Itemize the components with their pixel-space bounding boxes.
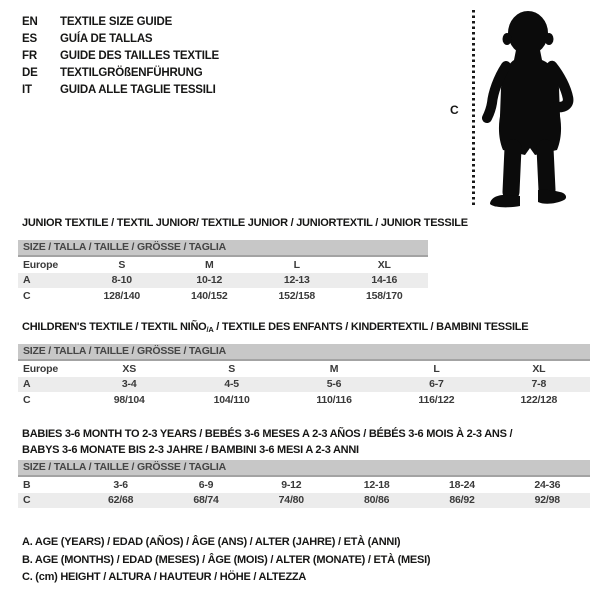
toddler-silhouette-icon	[480, 8, 578, 210]
size-cell: XL	[377, 258, 391, 271]
language-title-list	[22, 14, 219, 99]
lang-title: GUÍA DE TALLAS	[60, 33, 153, 45]
table-row-height	[18, 288, 428, 304]
children-section-heading	[22, 321, 528, 334]
age-cell: 5-6	[326, 378, 342, 391]
table-row-europe	[18, 257, 428, 273]
height-cell: 128/140	[103, 289, 141, 302]
size-cell: XL	[532, 362, 546, 375]
lang-row-en	[22, 14, 219, 31]
size-header-bar: SIZE / TALLA / TAILLE / GRÖSSE / TAGLIA	[18, 460, 590, 477]
babies-size-table	[18, 460, 590, 508]
height-cell: 152/158	[278, 289, 316, 302]
height-cell: 86/92	[449, 494, 475, 507]
children-size-table	[18, 344, 590, 408]
size-cell: S	[118, 258, 126, 271]
height-cell: 116/122	[418, 393, 455, 406]
table-row-height	[18, 493, 590, 509]
babies-heading-line2: BABYS 3-6 MONATE BIS 2-3 JAHRE / BAMBINI 3-6 MESI A 2-3 ANNI	[22, 444, 359, 456]
children-heading-post: / TEXTILE DES ENFANTS / KINDERTEXTIL / BAMBINI TESSILE	[213, 321, 529, 333]
age-cell: 10-12	[196, 274, 223, 287]
row-label: A	[23, 274, 31, 287]
lang-row-de	[22, 65, 219, 82]
lang-code: ES	[22, 33, 37, 45]
children-heading-subscript: /A	[206, 325, 214, 334]
height-cell: 74/80	[278, 494, 304, 507]
lang-row-es	[22, 31, 219, 48]
months-cell: 9-12	[281, 478, 302, 491]
height-cell: 158/170	[365, 289, 403, 302]
table-row-age	[18, 377, 590, 393]
measurement-legend	[22, 534, 430, 587]
row-label: C	[23, 494, 31, 507]
height-cell: 122/128	[520, 393, 558, 406]
row-label: C	[23, 393, 31, 406]
months-cell: 6-9	[198, 478, 214, 491]
height-cell: 92/98	[534, 494, 560, 507]
size-cell: L	[293, 258, 300, 271]
row-label: Europe	[23, 258, 58, 271]
lang-code: IT	[22, 84, 32, 96]
table-row-months	[18, 477, 590, 493]
height-dotted-line	[472, 10, 475, 208]
age-cell: 6-7	[429, 378, 444, 391]
lang-code: DE	[22, 67, 38, 79]
row-label: C	[23, 289, 31, 302]
babies-section-heading	[22, 426, 542, 458]
lang-row-fr	[22, 48, 219, 65]
table-row-europe	[18, 361, 590, 377]
height-cell: 140/152	[190, 289, 228, 302]
months-cell: 12-18	[363, 478, 390, 491]
lang-title: GUIDE DES TAILLES TEXTILE	[60, 50, 219, 62]
height-cell: 62/68	[108, 494, 134, 507]
size-cell: L	[433, 362, 440, 375]
lang-code: FR	[22, 50, 37, 62]
row-label: Europe	[23, 362, 58, 375]
lang-title: TEXTILE SIZE GUIDE	[60, 16, 173, 28]
size-cell: S	[228, 362, 236, 375]
size-header-bar: SIZE / TALLA / TAILLE / GRÖSSE / TAGLIA	[18, 344, 590, 361]
legend-line-b: B. AGE (MONTHS) / EDAD (MESES) / ÂGE (MOIS) / ALTER (MONATE) / ETÀ (MESI)	[22, 553, 431, 566]
age-cell: 4-5	[224, 378, 239, 391]
age-cell: 12-13	[283, 274, 310, 287]
height-cell: 80/86	[364, 494, 390, 507]
table-row-height	[18, 392, 590, 408]
age-cell: 3-4	[121, 378, 137, 391]
months-cell: 24-36	[534, 478, 561, 491]
lang-row-it	[22, 82, 219, 99]
months-cell: 3-6	[113, 478, 128, 491]
height-cell: 98/104	[113, 393, 145, 406]
height-cell: 68/74	[193, 494, 219, 507]
size-header-bar: SIZE / TALLA / TAILLE / GRÖSSE / TAGLIA	[18, 240, 428, 257]
lang-title: TEXTILGRÖßENFÜHRUNG	[60, 67, 203, 79]
table-row-age	[18, 273, 428, 289]
children-heading-pre: CHILDREN'S TEXTILE / TEXTIL NIÑO	[22, 321, 207, 333]
row-label: A	[23, 378, 31, 391]
size-cell: M	[329, 362, 339, 375]
legend-line-a: A. AGE (YEARS) / EDAD (AÑOS) / ÂGE (ANS) / ALTER (JAHRE) / ETÀ (ANNI)	[22, 536, 401, 548]
junior-size-table	[18, 240, 428, 304]
figure-height-label: C	[450, 103, 459, 117]
legend-line-c: C. (cm) HEIGHT / ALTURA / HAUTEUR / HÖHE / ALTEZZA	[22, 571, 307, 583]
age-cell: 8-10	[111, 274, 132, 287]
age-cell: 7-8	[531, 378, 547, 391]
babies-heading-line1: BABIES 3-6 MONTH TO 2-3 YEARS / BEBÉS 3-6 MESES A 2-3 AÑOS / BÉBÉS 3-6 MOIS À 2-3 ANS /	[22, 428, 513, 440]
height-cell: 104/110	[213, 393, 250, 406]
age-cell: 14-16	[371, 274, 398, 287]
junior-section-heading: JUNIOR TEXTILE / TEXTIL JUNIOR/ TEXTILE JUNIOR / JUNIORTEXTIL / JUNIOR TESSILE	[22, 217, 468, 229]
size-cell: M	[204, 258, 214, 271]
lang-title: GUIDA ALLE TAGLIE TESSILI	[60, 84, 216, 96]
size-cell: XS	[122, 362, 136, 375]
height-cell: 110/116	[316, 393, 352, 406]
row-label: B	[23, 478, 31, 491]
lang-code: EN	[22, 16, 38, 28]
months-cell: 18-24	[449, 478, 475, 491]
